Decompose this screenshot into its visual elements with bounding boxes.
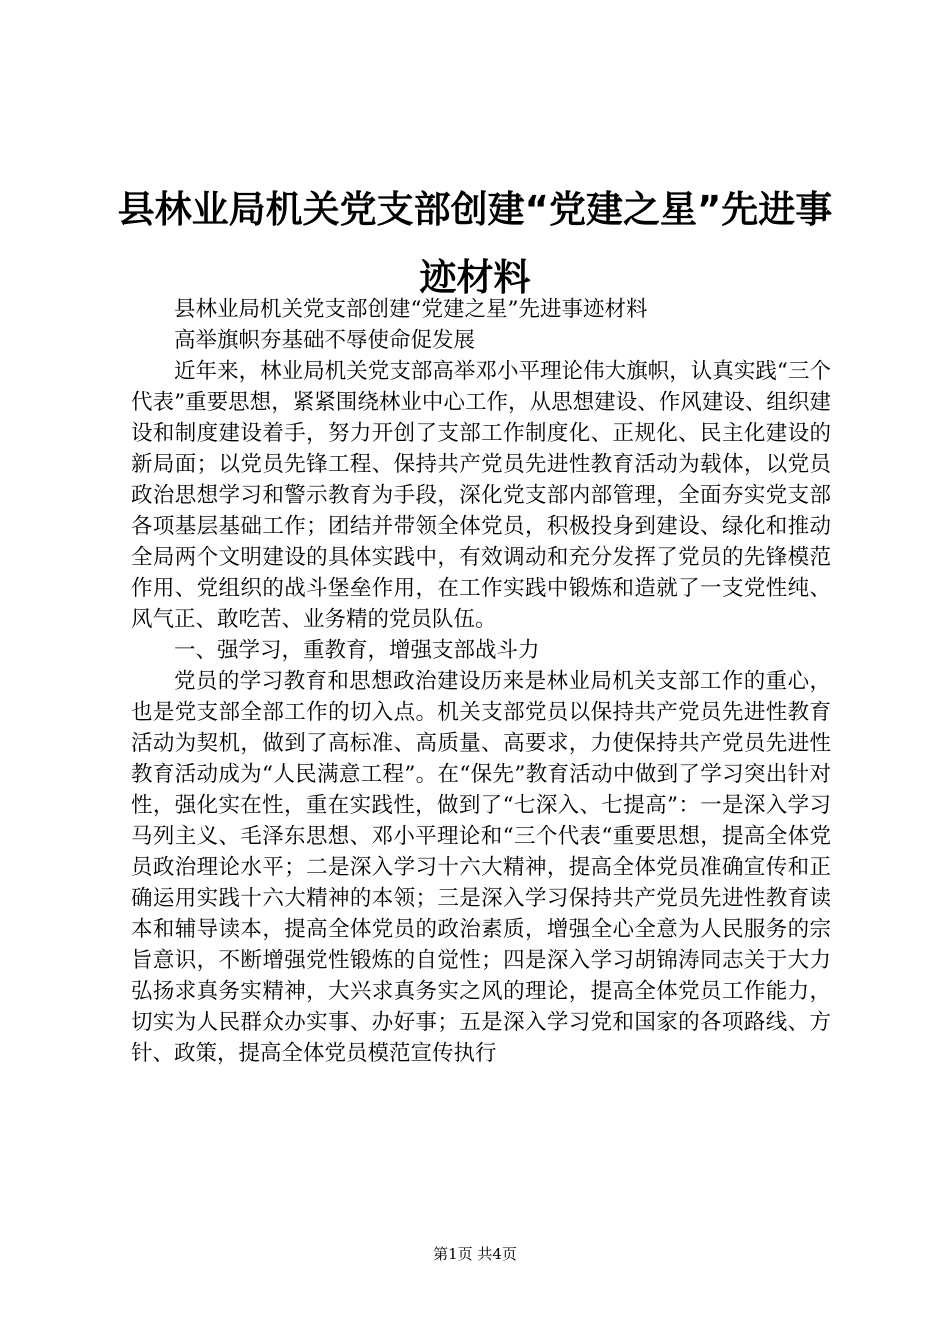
slogan-line: 高举旗帜夯基础不辱使命促发展 bbox=[174, 328, 476, 353]
document-body bbox=[131, 294, 831, 1069]
page-footer: 第1页 共4页 bbox=[433, 1245, 517, 1263]
intro-paragraph: 近年来，林业局机关党支部高举邓小平理论伟大旗帜，认真实践“三个代表”重要思想，紧紧围绕林业中心工作，从思想建设、作风建设、组织建设和制度建设着手，努力开创了支部工作制度化、正规化、民主化建设的新局面；以党员先锋工程、保持共产党员先进性教育活动为载体，以党员政治思想学习和警示教育为手段，深化党支部内部管理，全面夯实党支部各项基层基础工作；团结并带领全体党员，积极投身到建设、绿化和推动全局两个文明建设的具体实践中，有效调动和充分发挥了党员的先锋模范作用、党组织的战斗堡垒作用，在工作实践中锻炼和造就了一支党性纯、风气正、敢吃苦、业务精的党员队伍。 bbox=[131, 359, 831, 632]
subtitle-line: 县林业局机关党支部创建“党建之星”先进事迹材料 bbox=[174, 297, 648, 322]
section-paragraph: 党员的学习教育和思想政治建设历来是林业局机关支部工作的重心，也是党支部全部工作的切入点。机关支部党员以保持共产党员先进性教育活动为契机，做到了高标准、高质量、高要求，力使保持共产党员先进性教育活动成为“人民满意工程”。在“保先”教育活动中做到了学习突出针对性，强化实在性，重在实践性，做到了“七深入、七提高”：一是深入学习马列主义、毛泽东思想、邓小平理论和“三个代表“重要思想，提高全体党员政治理论水平；二是深入学习十六大精神，提高全体党员准确宣传和正确运用实践十六大精神的本领；三是深入学习保持共产党员先进性教育读本和辅导读本，提高全体党员的政治素质，增强全心全意为人民服务的宗旨意识，不断增强党性锻炼的自觉性；四是深入学习胡锦涛同志关于大力弘扬求真务实精神，大兴求真务实之风的理论，提高全体党员工作能力，切实为人民群众办实事、办好事；五是深入学习党和国家的各项路线、方针、政策，提高全体党员模范宣传执行 bbox=[131, 669, 831, 1066]
section-heading: 一、强学习，重教育，增强支部战斗力 bbox=[174, 638, 540, 663]
document-title: 县林业局机关党支部创建“党建之星”先进事迹材料 bbox=[117, 188, 833, 299]
